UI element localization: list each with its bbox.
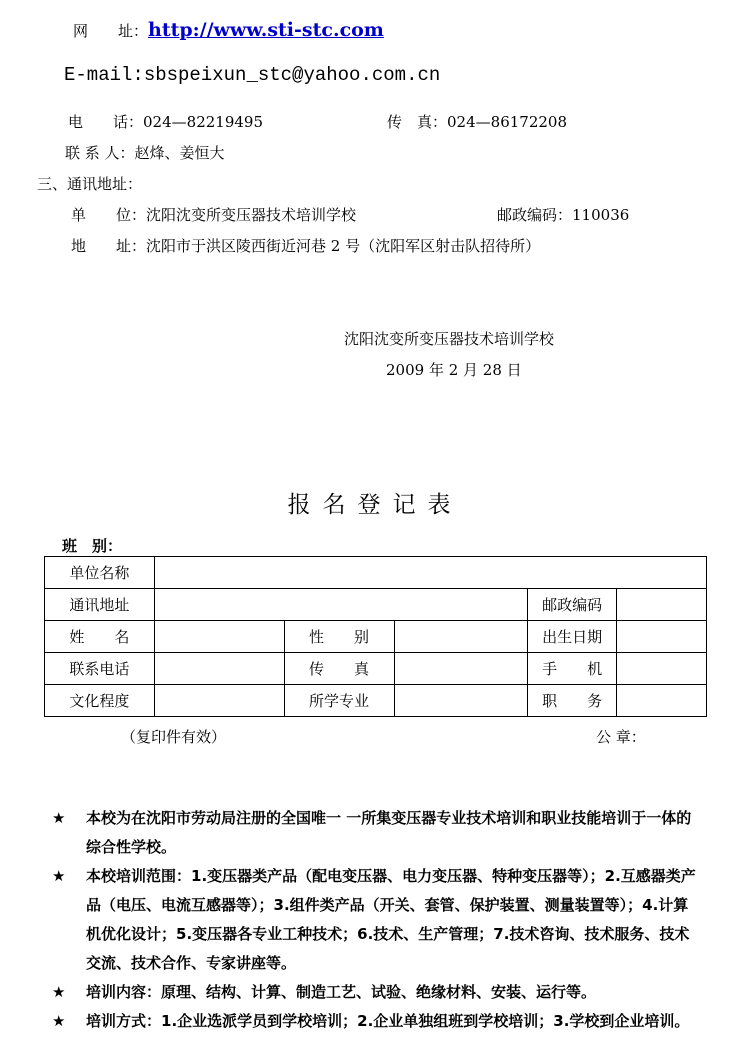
registration-table [44,556,707,717]
tel-label: 联系电话 [45,653,155,685]
fax-input[interactable] [394,653,528,685]
mobile-input[interactable] [617,653,707,685]
postcode-row [497,204,629,225]
birth-input[interactable] [617,621,707,653]
major-input[interactable] [394,685,528,717]
star-icon: ★ [52,983,66,1001]
fax-label: 传 真： [387,113,448,131]
class-label: 班 别： [62,537,123,555]
signature-org: 沈阳沈变所变压器技术培训学校 [344,330,555,348]
contact-people: 赵烽、姜恒大 [134,144,225,162]
address-label: 通讯地址 [45,589,155,621]
postcode-value: 110036 [572,206,630,224]
note-text: 本校为在沈阳市劳动局注册的全国唯一 一所集变压器专业技术培训和职业技能培训于一体的综合性学校。 [86,809,692,856]
address-heading: 三、通讯地址： [37,175,143,193]
birth-label: 出生日期 [528,621,617,653]
list-item [52,862,702,978]
fax-field-label: 传 真 [284,653,394,685]
unit-value: 沈阳沈变所变压器技术培训学校 [146,206,357,224]
unit-label: 单 位： [71,206,147,224]
note-text: 培训内容：原理、结构、计算、制造工艺、试验、绝缘材料、安装、运行等。 [86,983,597,1001]
list-item [52,978,702,1007]
table-row [45,653,707,685]
star-icon: ★ [52,1012,66,1030]
phone-label: 电 话： [68,113,144,131]
website-row [73,19,384,41]
email-value[interactable]: sbspeixun_stc@yahoo.com.cn [143,64,441,86]
name-label: 姓 名 [45,621,155,653]
unit-name-label: 单位名称 [45,557,155,589]
education-input[interactable] [154,685,284,717]
phone-value: 024—82219495 [143,113,263,131]
website-link[interactable]: http://www.sti-stc.com [148,19,384,41]
star-icon: ★ [52,867,66,885]
address-input[interactable] [154,589,527,621]
gender-input[interactable] [394,621,528,653]
contact-row [65,142,225,163]
unit-row [71,204,356,225]
phone-row [68,111,263,132]
table-row [45,589,707,621]
postcode-input[interactable] [617,589,707,621]
list-item [52,804,702,862]
star-icon: ★ [52,809,66,827]
gender-label: 性 别 [284,621,394,653]
name-input[interactable] [154,621,284,653]
postcode-label: 邮政编码： [497,206,573,224]
website-label: 网 址： [73,22,149,40]
contact-label: 联 系 人： [65,144,135,162]
list-item [52,1007,702,1036]
addr-row [71,235,540,256]
fax-value: 024—86172208 [447,113,567,131]
seal-label: 公 章： [596,728,646,746]
note-text: 培训方式：1.企业选派学员到学校培训；2.企业单独组班到学校培训；3.学校到企业培训。 [86,1012,690,1030]
addr-label: 地 址： [71,237,147,255]
table-row [45,621,707,653]
signature-date: 2009 年 2 月 28 日 [386,361,522,379]
tel-input[interactable] [154,653,284,685]
table-row [45,685,707,717]
mobile-label: 手 机 [528,653,617,685]
postcode-field-label: 邮政编码 [528,589,617,621]
copy-note: （复印件有效） [121,728,227,746]
form-title: 报名登记表 [287,492,463,518]
education-label: 文化程度 [45,685,155,717]
fax-row [387,111,567,132]
position-input[interactable] [617,685,707,717]
addr-value: 沈阳市于洪区陵西街近河巷 2 号（沈阳军区射击队招待所） [146,237,541,255]
email-label: E-mail: [64,64,144,86]
position-label: 职 务 [528,685,617,717]
table-row [45,557,707,589]
email-row [64,63,440,86]
notes-list [52,804,702,1036]
note-text: 本校培训范围：1.变压器类产品（配电变压器、电力变压器、特种变压器等）；2.互感器类产品（电压、电流互感器等）；3.组件类产品（开关、套管、保护装置、测量装置等）；4.计算机优化设计；5.变压器各专业工种技术；6.技术、生产管理；7.技术咨询、技术服务、技术交流、技术合作、专家讲座等。 [86,867,696,972]
unit-name-input[interactable] [154,557,706,589]
major-label: 所学专业 [284,685,394,717]
